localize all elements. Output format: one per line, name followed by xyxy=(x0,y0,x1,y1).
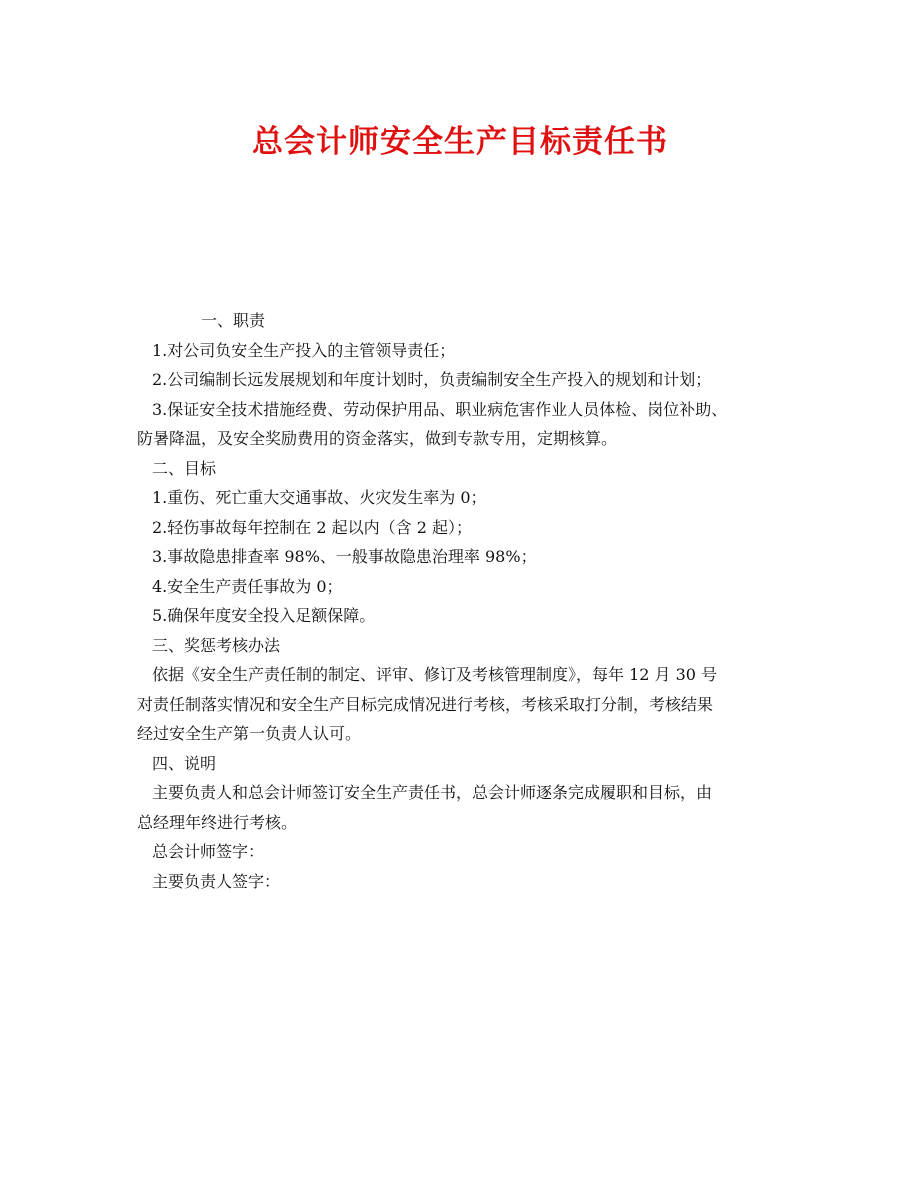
goal-item-1: 1.重伤、死亡重大交通事故、火灾发生率为 0； xyxy=(152,488,487,507)
section-heading-assessment: 三、奖惩考核办法 xyxy=(152,635,281,655)
section-heading-notes: 四、说明 xyxy=(152,753,217,773)
duty-item-2: 2.公司编制长远发展规划和年度计划时，负责编制安全生产投入的规划和计划； xyxy=(152,370,712,389)
duty-item-3-line-1: 3.保证安全技术措施经费、劳动保护用品、职业病危害作业人员体检、岗位补助、 xyxy=(152,399,728,419)
section-heading-duties: 一、职责 xyxy=(201,311,266,330)
duty-item-3-line-2: 防暑降温，及安全奖励费用的资金落实，做到专款专用，定期核算。 xyxy=(137,429,618,448)
signature-principal: 主要负责人签字： xyxy=(152,871,281,891)
document-title: 总会计师安全生产目标责任书 xyxy=(252,124,668,160)
assessment-line-3: 经过安全生产第一负责人认可。 xyxy=(137,724,362,743)
document-body xyxy=(137,306,817,896)
goal-item-4: 4.安全生产责任事故为 0； xyxy=(152,576,343,596)
assessment-line-2: 对责任制落实情况和安全生产目标完成情况进行考核，考核采取打分制，考核结果 xyxy=(137,694,714,714)
goal-item-3: 3.事故隐患排查率 98%、一般事故隐患治理率 98%； xyxy=(152,547,537,566)
signature-cfo: 总会计师签字： xyxy=(152,842,265,861)
notes-line-2: 总经理年终进行考核。 xyxy=(137,812,298,832)
duty-item-1: 1.对公司负安全生产投入的主管领导责任； xyxy=(152,340,456,360)
section-heading-goals: 二、目标 xyxy=(152,458,217,478)
goal-item-2: 2.轻伤事故每年控制在 2 起以内（含 2 起）； xyxy=(152,517,472,537)
goal-item-5: 5.确保年度安全投入足额保障。 xyxy=(152,606,376,625)
notes-line-1: 主要负责人和总会计师签订安全生产责任书，总会计师逐条完成履职和目标，由 xyxy=(152,783,713,802)
assessment-line-1: 依据《安全生产责任制的制定、评审、修订及考核管理制度》，每年 12 月 30 号 xyxy=(152,665,718,684)
